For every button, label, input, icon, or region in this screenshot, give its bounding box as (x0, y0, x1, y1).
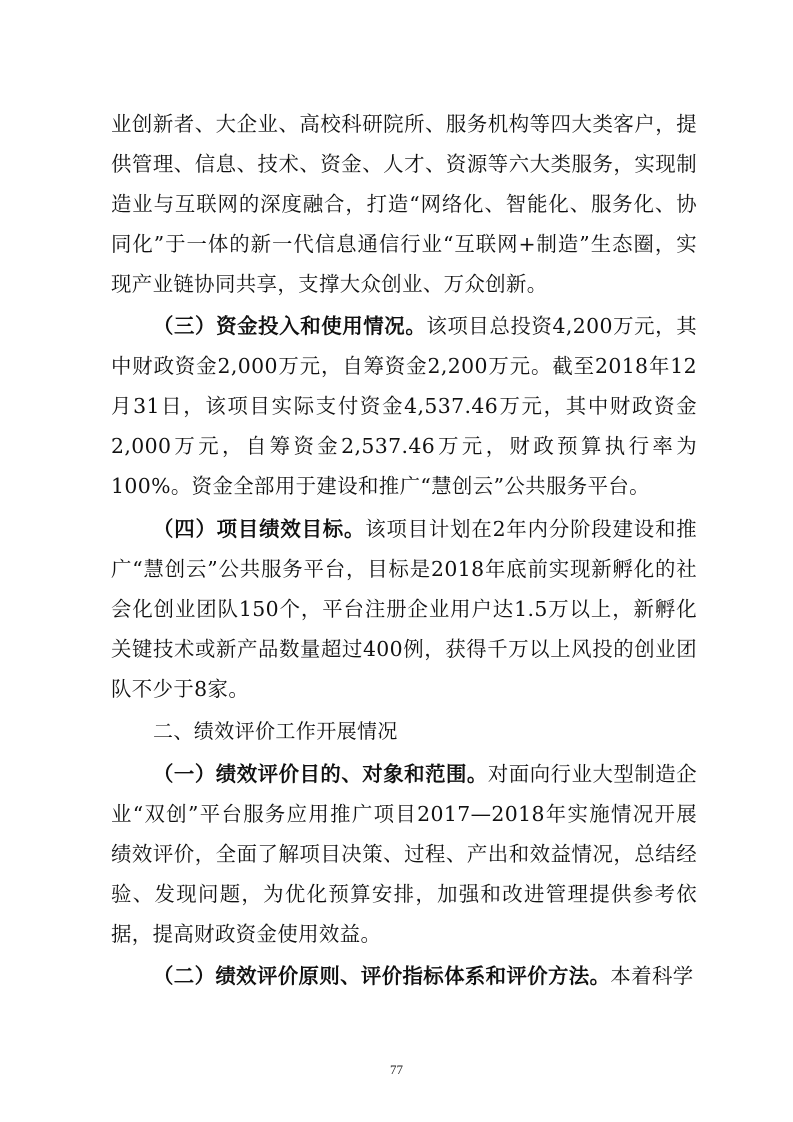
paragraph-text: 对面向行业大型制造企业“双创”平台服务应用推广项目2017—2018年实施情况开展绩效评价，全面了解项目决策、过程、产出和效益情况，总结经验、发现问题，为优化预算安排，加强和改进管理提供参考依据，提高财政资金使用效益。 (111, 761, 698, 946)
paragraph-principles (111, 956, 697, 996)
paragraph-funding (111, 306, 697, 506)
inline-heading-purpose: （一）绩效评价目的、对象和范围。 (153, 761, 488, 786)
paragraph-text: 业创新者、大企业、高校科研院所、服务机构等四大类客户，提供管理、信息、技术、资金、人才、资源等六大类服务，实现制造业与互联网的深度融合，打造“网络化、智能化、服务化、协同化”于一体的新一代信息通信行业“互联网+制造”生态圈，实现产业链协同共享，支撑大众创业、万众创新。 (111, 112, 697, 296)
paragraph-text: 该项目总投资4,200万元，其中财政资金2,000万元，自筹资金2,200万元。截至2018年12月31日，该项目实际支付资金4,537.46万元，其中财政资金2,000万元，自筹资金2,537.46万元，财政预算执行率为100%。资金全部用于建设和推广“慧创云”公共服务平台。 (111, 314, 698, 499)
section-title: 二、绩效评价工作开展情况 (153, 719, 398, 744)
document-body (111, 104, 697, 998)
page-number: 77 (390, 1062, 403, 1077)
inline-heading-principles: （二）绩效评价原则、评价指标体系和评价方法。 (153, 963, 611, 988)
paragraph-text: 该项目计划在2年内分阶段建设和推广“慧创云”公共服务平台，目标是2018年底前实现新孵化的社会化创业团队150个，平台注册企业用户达1.5万以上，新孵化关键技术或新产品数量超过400例，获得千万以上风投的创业团队不少于8家。 (111, 516, 697, 701)
paragraph-goals (111, 509, 697, 709)
paragraph-continuation (111, 104, 697, 304)
inline-heading-funding: （三）资金投入和使用情况。 (153, 314, 427, 339)
inline-heading-goals: （四）项目绩效目标。 (153, 516, 366, 541)
paragraph-text: 本着科学 (610, 963, 694, 988)
paragraph-purpose (111, 754, 697, 954)
